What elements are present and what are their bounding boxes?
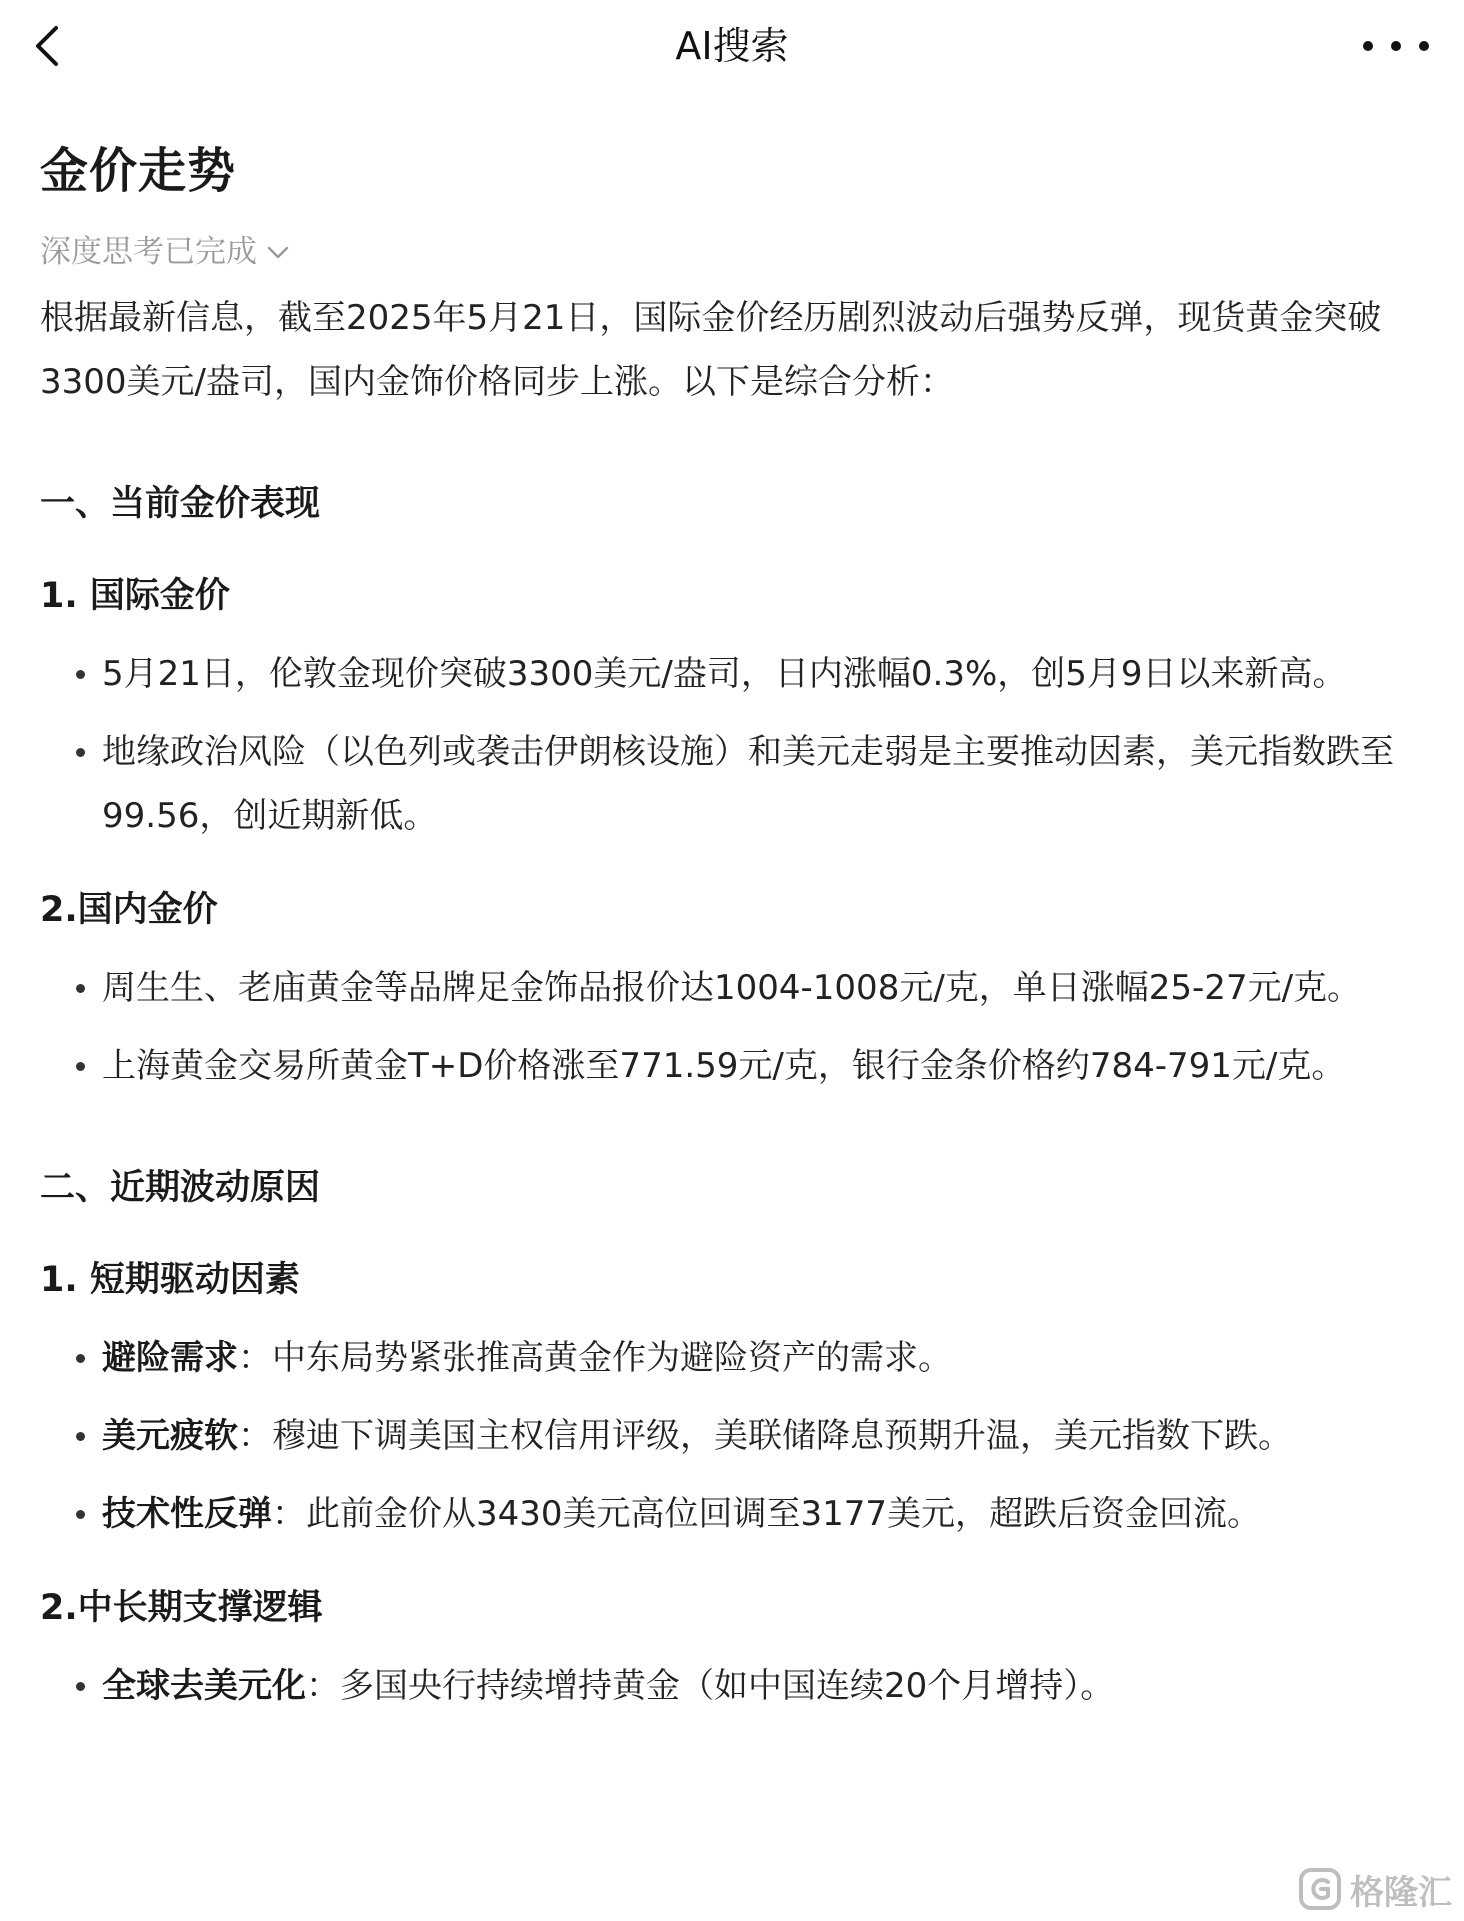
list-item <box>40 720 1430 848</box>
bullet-text: 地缘政治风险（以色列或袭击伊朗核设施）和美元走弱是主要推动因素，美元指数跌至99.56，创近期新低。 <box>102 732 1394 836</box>
bullet-text: 周生生、老庙黄金等品牌足金饰品报价达1004-1008元/克，单日涨幅25-27元/克。 <box>102 968 1362 1008</box>
section-heading: 二、近期波动原因 <box>40 1168 321 1208</box>
bullet-text: ：穆迪下调美国主权信用评级，美联储降息预期升温，美元指数下跌。 <box>238 1416 1292 1456</box>
bullet-dot <box>76 1682 85 1691</box>
section-heading: 一、当前金价表现 <box>40 484 321 524</box>
list-item <box>40 1326 1430 1390</box>
list-item <box>40 956 1430 1020</box>
bullet-text: ：此前金价从3430美元高位回调至3177美元，超跌后资金回流。 <box>272 1494 1262 1534</box>
list-item <box>40 1654 1430 1718</box>
bullet-dot <box>76 748 85 757</box>
watermark <box>1298 1866 1452 1912</box>
bullet-keyword: 技术性反弹 <box>102 1494 272 1534</box>
bullet-keyword: 全球去美元化 <box>102 1666 306 1706</box>
gelonghui-logo-icon <box>1298 1867 1342 1911</box>
bullet-dot <box>76 1062 85 1071</box>
thinking-status: 深度思考已完成 <box>40 234 257 270</box>
bullet-text: 5月21日，伦敦金现价突破3300美元/盎司，日内涨幅0.3%，创5月9日以来新高。 <box>102 654 1347 694</box>
bullet-list <box>40 956 1430 1098</box>
article <box>40 130 1430 1732</box>
more-horizontal-icon <box>1356 30 1436 62</box>
bullet-list <box>40 642 1430 848</box>
list-item <box>40 1482 1430 1546</box>
more-button[interactable] <box>1356 30 1436 62</box>
bullet-dot <box>76 984 85 993</box>
nav-title: AI搜索 <box>675 24 789 68</box>
chevron-down-icon <box>265 239 291 265</box>
list-item <box>40 1404 1430 1468</box>
bullet-text: 上海黄金交易所黄金T+D价格涨至771.59元/克，银行金条价格约784-791元/克。 <box>102 1046 1346 1086</box>
article-title: 金价走势 <box>40 143 237 199</box>
bullet-text: ：多国央行持续增持黄金（如中国连续20个月增持）。 <box>306 1666 1115 1706</box>
bullet-list <box>40 1326 1430 1546</box>
list-item <box>40 1034 1430 1098</box>
subsection-heading: 2.中长期支撑逻辑 <box>40 1588 323 1628</box>
bullet-dot <box>76 1432 85 1441</box>
subsection-heading: 1. 短期驱动因素 <box>40 1260 300 1300</box>
thinking-toggle[interactable] <box>40 224 1430 280</box>
subsection-heading: 1. 国际金价 <box>40 576 230 616</box>
bullet-keyword: 美元疲软 <box>102 1416 238 1456</box>
nav-bar <box>0 0 1464 96</box>
bullet-text: ：中东局势紧张推高黄金作为避险资产的需求。 <box>238 1338 952 1378</box>
bullet-dot <box>76 1510 85 1519</box>
bullet-list <box>40 1654 1430 1718</box>
bullet-keyword: 避险需求 <box>102 1338 238 1378</box>
subsection-heading: 2.国内金价 <box>40 890 218 930</box>
bullet-dot <box>76 670 85 679</box>
watermark-text: 格隆汇 <box>1350 1872 1452 1913</box>
intro-paragraph: 根据最新信息，截至2025年5月21日，国际金价经历剧烈波动后强势反弹，现货黄金突破3300美元/盎司，国内金饰价格同步上涨。以下是综合分析： <box>40 298 1382 402</box>
bullet-dot <box>76 1354 85 1363</box>
list-item <box>40 642 1430 706</box>
